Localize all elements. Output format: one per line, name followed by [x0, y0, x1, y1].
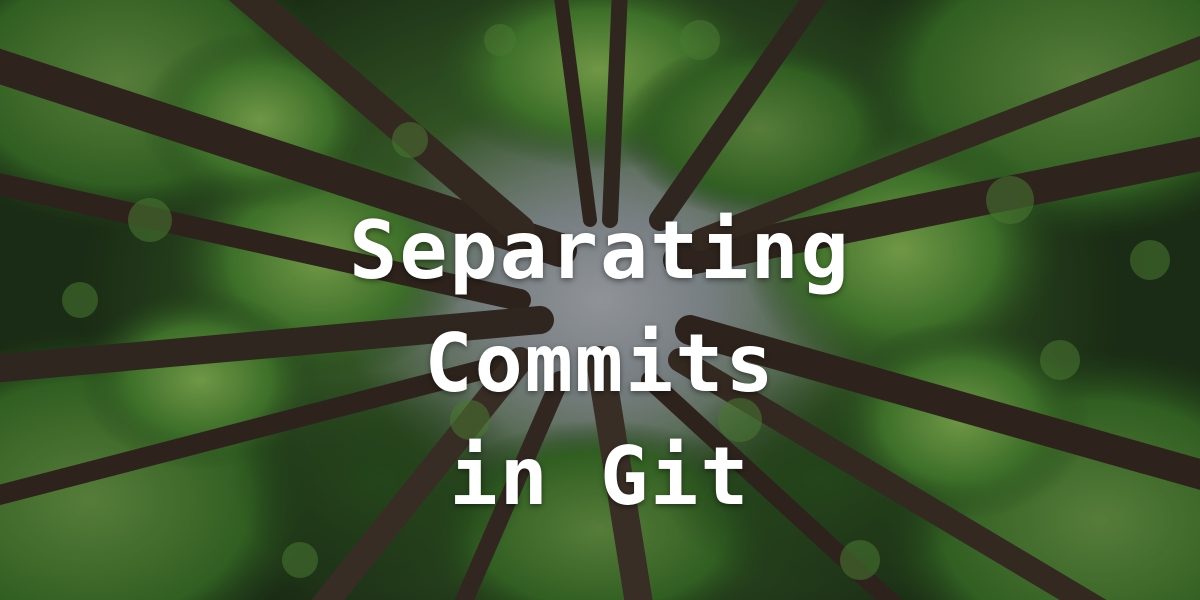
title-line-2: Commits	[424, 316, 776, 410]
post-title	[0, 194, 1200, 533]
title-line-1: Separating	[349, 203, 851, 297]
title-line-3: in Git	[449, 429, 751, 523]
